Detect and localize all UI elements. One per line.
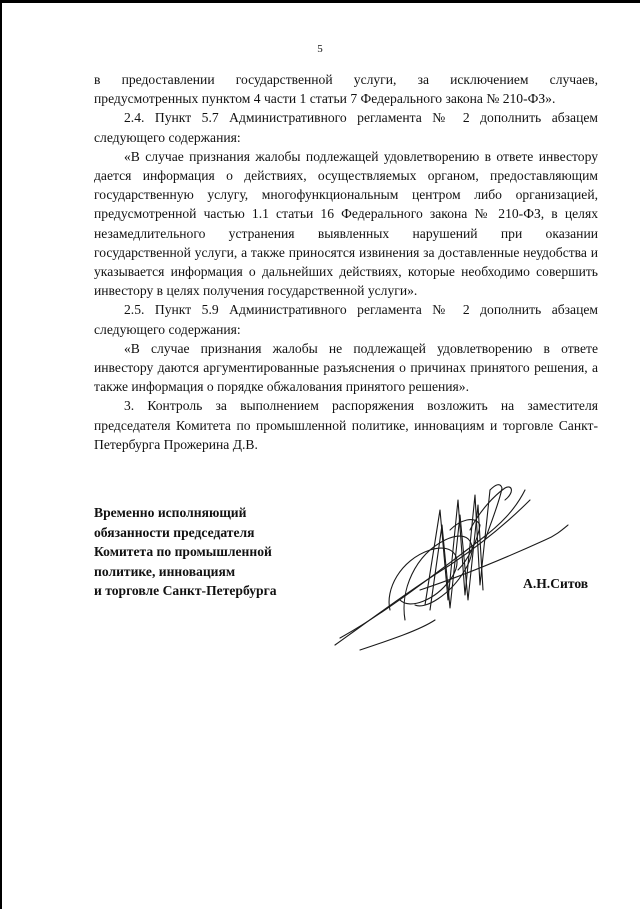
paragraph-2-5-quote: «В случае признания жалобы не подлежащей удовлетворению в ответе инвестору даются аргументированные разъяснения о причинах принятого решения, а также информация о порядке обжалования принятого решения». bbox=[94, 340, 598, 395]
paragraph-2-4: 2.4. Пункт 5.7 Административного регламента № 2 дополнить абзацем следующего содержания: bbox=[94, 110, 598, 145]
paragraph-3-control: 3. Контроль за выполнением распоряжения возложить на заместителя председателя Комитета по промышленной политике, инновациям и торговле Санкт-Петербурга Прожерина Д.В. bbox=[94, 398, 598, 452]
scan-edge-left bbox=[0, 0, 2, 909]
paragraph-continuation: в предоставлении государственной услуги, за исключением случаев, предусмотренных пунктом 4 части 1 статьи 7 Федерального закона № 210-ФЗ». bbox=[94, 72, 598, 107]
handwritten-signature bbox=[330, 470, 570, 670]
page-number: 5 bbox=[317, 43, 323, 55]
signer-title-line: Комитета по промышленной bbox=[94, 544, 272, 560]
signer-title-line: Временно исполняющий bbox=[94, 505, 247, 520]
document-body bbox=[94, 70, 598, 454]
signer-title-line: политике, инновациям bbox=[94, 563, 236, 579]
paragraph-2-5: 2.5. Пункт 5.9 Административного регламента № 2 дополнить абзацем следующего содержания: bbox=[94, 302, 598, 337]
signer-title bbox=[94, 503, 277, 601]
signer-name: А.Н.Ситов bbox=[523, 576, 589, 591]
paragraph-2-4-quote: «В случае признания жалобы подлежащей удовлетворению в ответе инвестору дается информация о действиях, осуществляемых органом, предоставляющим государственную услугу, многофункциональным центром либо организацией, предусмотренной частью 1.1 статьи 16 Федерального закона № 210-ФЗ, в целях незамедлительного устранения выявленных нарушений при оказании государственной услуги, а также приносятся извинения за доставленные неудобства и указывается информация о дальнейших действиях, которые необходимо совершить инвестору в целях получения государственной услуги». bbox=[94, 148, 598, 299]
signer-title-line: и торговле Санкт-Петербурга bbox=[94, 583, 277, 599]
scan-edge-top bbox=[0, 0, 640, 3]
signer-title-line: обязанности председателя bbox=[94, 524, 255, 540]
